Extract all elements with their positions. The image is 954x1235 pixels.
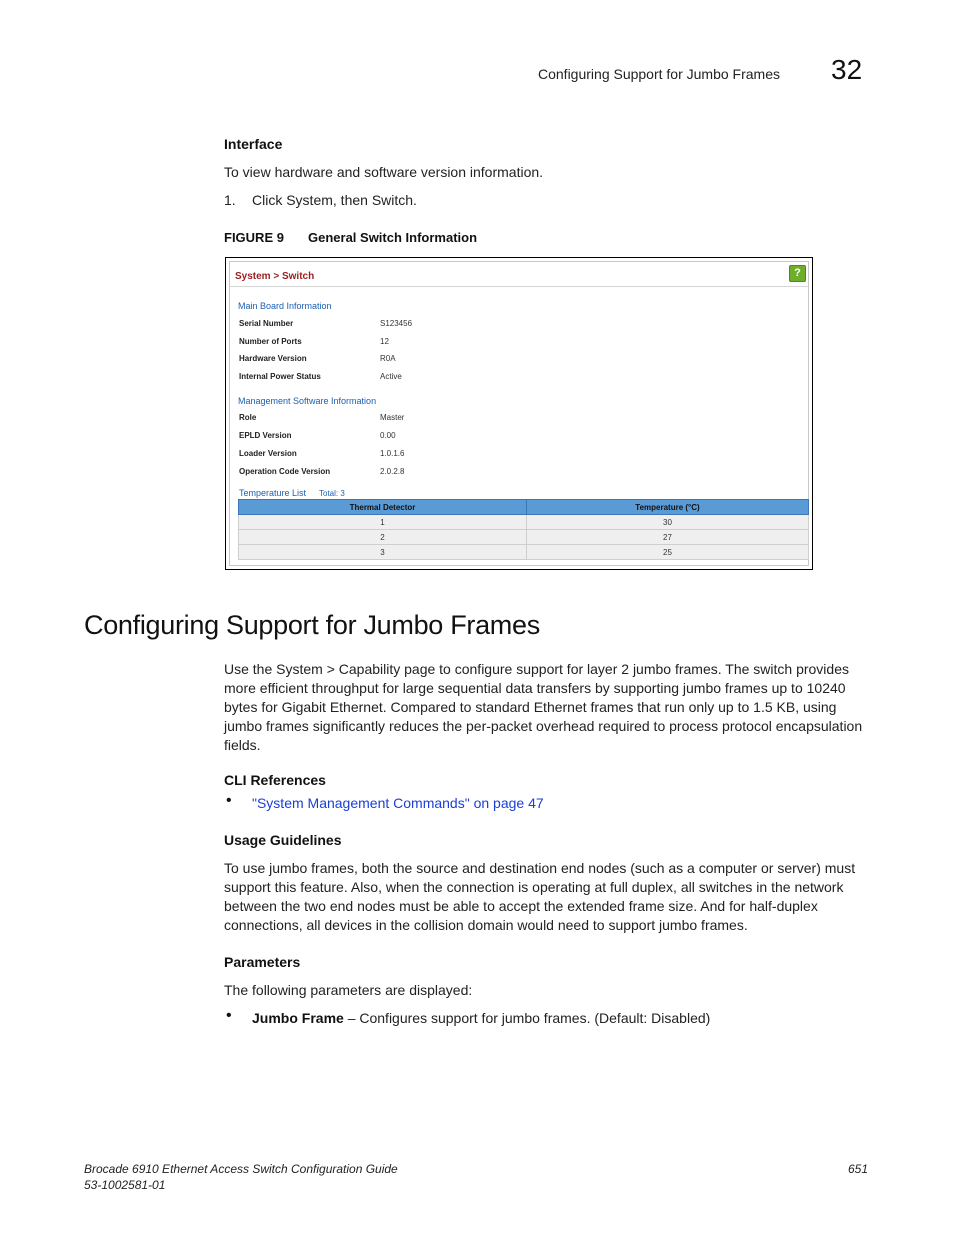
operation-code-version-label: Operation Code Version — [239, 467, 331, 476]
table-cell: 3 — [239, 545, 527, 560]
temperature-total: Total: 3 — [319, 489, 345, 498]
role-label: Role — [239, 413, 257, 422]
bullet-icon: • — [226, 1007, 232, 1024]
epld-version-label: EPLD Version — [239, 431, 292, 440]
parameter-name: Jumbo Frame — [252, 1010, 344, 1026]
table-cell: 1 — [239, 515, 527, 530]
epld-version-value: 0.00 — [380, 431, 396, 440]
interface-heading: Interface — [224, 136, 283, 152]
breadcrumb-divider — [230, 286, 808, 287]
management-software-title: Management Software Information — [238, 396, 377, 406]
temperature-table — [238, 499, 809, 560]
operation-code-version-value: 2.0.2.8 — [380, 467, 405, 476]
table-cell: 27 — [526, 530, 808, 545]
hardware-version-label: Hardware Version — [239, 354, 307, 363]
table-row — [239, 530, 809, 545]
footer-document-number: 53-1002581-01 — [84, 1178, 166, 1192]
number-of-ports-value: 12 — [380, 337, 389, 346]
section-intro: Use the System > Capability page to configure support for layer 2 jumbo frames. The switch provides more efficient throughput for large sequential data transfers by supporting jumbo frames up to 10240 bytes for Gigabit Ethernet. Compared to standard Ethernet frames that run only up to 1.5 KB, using jumbo frames significantly reduces the per-packet overhead required to process protocol encapsulation fields. — [224, 661, 863, 753]
usage-guidelines-text: To use jumbo frames, both the source and destination end nodes (such as a computer or server) must support this feature. Also, when the connection is operating at full duplex, all switches in the network between the two end nodes must be able to accept the extended frame size. And for half-duplex connections, all devices in the collision domain would need to support jumbo frames. — [224, 860, 856, 933]
table-header-row — [239, 500, 809, 515]
figure-title: General Switch Information — [308, 230, 478, 245]
parameters-heading: Parameters — [224, 954, 301, 970]
cli-references-heading: CLI References — [224, 772, 326, 788]
table-row — [239, 515, 809, 530]
main-board-title: Main Board Information — [238, 301, 332, 311]
section-heading: Configuring Support for Jumbo Frames — [84, 610, 540, 640]
role-value: Master — [380, 413, 405, 422]
loader-version-value: 1.0.1.6 — [380, 449, 405, 458]
help-icon[interactable]: ? — [789, 265, 806, 282]
usage-guidelines-heading: Usage Guidelines — [224, 832, 342, 848]
switch-info-panel — [229, 261, 809, 566]
table-cell: 2 — [239, 530, 527, 545]
power-status-label: Internal Power Status — [239, 372, 321, 381]
serial-number-value: S123456 — [380, 319, 413, 328]
cli-reference-link[interactable]: "System Management Commands" on page 47 — [252, 795, 544, 811]
loader-version-label: Loader Version — [239, 449, 297, 458]
step-text: Click System, then Switch. — [252, 192, 417, 208]
parameters-intro: The following parameters are displayed: — [224, 982, 473, 998]
column-header: Thermal Detector — [239, 500, 527, 515]
hardware-version-value: R0A — [380, 354, 396, 363]
table-row — [239, 545, 809, 560]
bullet-icon: • — [226, 792, 232, 809]
temperature-list-title: Temperature List — [239, 488, 307, 498]
step-number: 1. — [224, 192, 236, 208]
table-cell: 30 — [526, 515, 808, 530]
breadcrumb: System > Switch — [235, 271, 315, 282]
figure-label: FIGURE 9 — [224, 230, 284, 245]
page-number: 651 — [848, 1162, 869, 1176]
column-header: Temperature (°C) — [526, 500, 808, 515]
interface-intro: To view hardware and software version information. — [224, 164, 544, 180]
serial-number-label: Serial Number — [239, 319, 294, 328]
figure-screenshot — [225, 257, 813, 570]
footer-document-title: Brocade 6910 Ethernet Access Switch Configuration Guide — [84, 1162, 398, 1176]
parameter-item — [252, 1009, 710, 1028]
parameter-description: – Configures support for jumbo frames. (Default: Disabled) — [343, 1010, 711, 1026]
power-status-value: Active — [380, 372, 402, 381]
running-header-title: Configuring Support for Jumbo Frames — [538, 66, 780, 82]
table-cell: 25 — [526, 545, 808, 560]
chapter-number: 32 — [831, 54, 863, 85]
number-of-ports-label: Number of Ports — [239, 337, 302, 346]
